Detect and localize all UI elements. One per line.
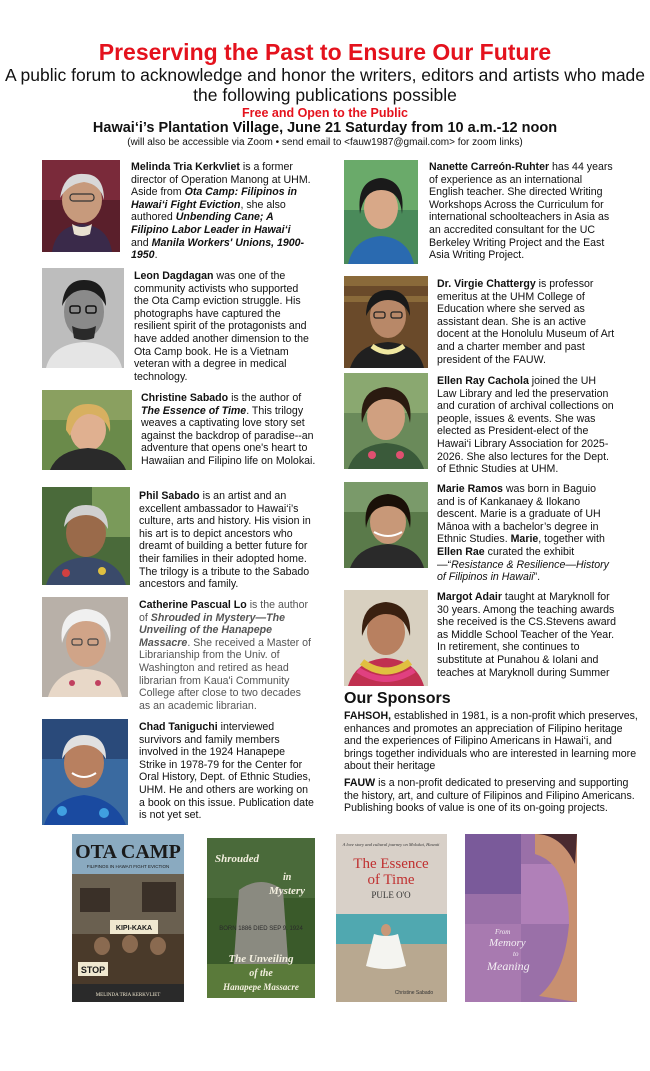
essence-title-1: The Essence: [353, 856, 429, 872]
sponsor-text: is a non-profit dedicated to preserving and supporting the history, art, and culture of Filipinos and Filipino Americans. Publishing books of value is one of its on-going projects.: [344, 777, 635, 815]
bio-text: was one of the community activists who supported the Ota Camp eviction struggle. His photographs have captured the resilient spirit of the protagonists and have added another dimension to the Ota Camp book. He is a Vietnam veteran with a degree in medical technology.: [134, 270, 309, 383]
ota-subtitle: FILIPINOS IN HAWAI'I FIGHT EVICTION: [86, 864, 170, 869]
melinda-photo: [42, 160, 120, 252]
venue-line: Hawai‘i’s Plantation Village, June 21 Saturday from 10 a.m.-12 noon: [92, 120, 558, 136]
sponsor-fahsoh: [344, 710, 639, 773]
ellen-photo: [344, 373, 428, 469]
sponsor-fauw: [344, 777, 639, 815]
bio-catherine: [139, 599, 314, 712]
bio-name: Marie Ramos: [437, 483, 503, 495]
ota-title: OTA CAMP: [75, 841, 181, 863]
bio-name: Melinda Tria Kerkvliet: [131, 161, 240, 173]
book-title: Manila Workers' Unions, 1900-1950: [131, 236, 305, 262]
marie-photo: [344, 482, 428, 568]
bio-melinda: [131, 161, 311, 262]
bio-text: joined the UH Law Library and led the preservation and curation of archival collections on people, issues & events. She was elected as President-elect of the Hawai‘i Library Association for 2025-2026. She also lectures for the Dept. of Ethnic Studies at UHM.: [437, 375, 614, 476]
bio-text: has 44 years of experience as an international English teacher. She directed Writing Workshops Across the Curriculum for international schoolteachers in Asia as an accredited consultant for the UC Berkeley Writing Project and the East Asia Writing Project.: [429, 161, 613, 262]
book-title: Ota Camp: Filipinos in Hawai‘i Fight Eviction: [131, 186, 297, 211]
bio-name: Chad Taniguchi: [139, 721, 218, 733]
shrouded-word-4: The Unveiling: [228, 953, 294, 965]
shrouded-stone: BORN 1886 DIED SEP 9. 1924: [219, 926, 303, 932]
book-cover-essence: [336, 834, 447, 1002]
bio-text: is an artist and an excellent ambassador to Hawai‘i’s culture, arts and history. His vision in his art is to depict ancestors who dreamt of building a better future for their families in their adopted home. The trilogy is a tribute to the Sabado ancestors and family.: [139, 490, 311, 591]
ota-sign-1: KIPI-KAKA: [115, 925, 153, 932]
bio-name: Christine Sabado: [141, 392, 229, 404]
virgie-photo: [344, 276, 428, 368]
bio-ellen: [437, 375, 617, 476]
bio-leon: [134, 270, 312, 383]
book-cover-ota-camp: [72, 834, 184, 1002]
bio-text: , she also authored: [131, 198, 286, 224]
bio-text: , together with: [538, 533, 605, 546]
nanette-photo: [344, 160, 418, 264]
bio-text: was born in Baguio and is of Kankanaey & Ilokano descent. Marie is a graduate of UH Mānoa with a bachelor’s degree in Ethnic Studies.: [437, 483, 601, 546]
bio-text: ”.: [533, 571, 541, 584]
shrouded-word-6: Hanapepe Massacre: [223, 982, 299, 992]
book-cover-shrouded: [203, 834, 319, 1002]
chad-photo: [42, 719, 128, 825]
book-title: Shrouded in Mystery—The Unveiling of the Hanapepe Massacre: [139, 611, 285, 649]
bio-name: Dr. Virgie Chattergy: [437, 278, 536, 290]
bio-text: is the author of: [228, 392, 302, 404]
book-cover-memory: [465, 834, 577, 1002]
sponsor-text: established in 1981, is a non-profit which preserves, enhances and promotes an appreciation of Filipino heritage and the experiences of Filipino Americans in Hawai‘i, and brings together individuals who are interested in learning more about their heritage: [344, 710, 638, 773]
bio-chad: [139, 721, 314, 822]
bio-text: . She received a Master of Librarianship from the Univ. of Washington and retired as head librarian from Kaua'i Community College after close to two decades as an academic librarian.: [139, 636, 311, 712]
shrouded-word-2: in: [283, 872, 292, 883]
bio-text: .: [154, 249, 158, 262]
book-title: Unbending Cane; A Filipino Labor Leader in Hawai‘i: [131, 211, 291, 236]
bio-phil: [139, 490, 314, 591]
phil-photo: [42, 487, 130, 585]
christine-photo: [42, 390, 132, 470]
bio-name: Leon Dagdagan: [134, 270, 214, 282]
shrouded-word-3: Mystery: [269, 885, 306, 897]
memory-word-3: to: [513, 950, 519, 958]
bio-name: Catherine Pascual Lo: [139, 599, 247, 611]
sponsors-title: Our Sponsors: [344, 690, 451, 707]
bio-text: is professor emeritus at the UHM College of Education where she served as assistant dean. She is an active docent at the Honolulu Museum of Art and a charter member and past president of the FAUW.: [437, 278, 615, 366]
bio-margot: [437, 591, 617, 679]
page-title: Preserving the Past to Ensure Our Future: [98, 39, 552, 65]
zoom-note: (will also be accessible via Zoom • send email to <fauw1987@gmail.com> for zoom links): [127, 137, 523, 148]
bio-name: Ellen Rae: [437, 545, 485, 558]
sponsor-name: FAUW: [344, 777, 376, 789]
bio-text: is the author of: [139, 599, 308, 624]
bio-name: Ellen Ray Cachola: [437, 375, 529, 387]
free-notice: Free and Open to the Public: [242, 106, 408, 120]
bio-name: Marie: [510, 533, 539, 546]
leon-photo: [42, 268, 124, 368]
ota-sign-2: STOP: [80, 965, 106, 975]
ota-author: MELINDA TRIA KERKVLIET: [95, 993, 161, 998]
bio-name: Phil Sabado: [139, 490, 200, 502]
bio-virgie: [437, 278, 615, 366]
sponsor-name: FAHSOH,: [344, 710, 392, 722]
bio-marie: [437, 483, 615, 584]
bio-name: Margot Adair: [437, 591, 502, 603]
shrouded-word-1: Shrouded: [215, 853, 260, 865]
book-title: The Essence of Time: [141, 404, 247, 417]
memory-word-1: From: [495, 928, 511, 936]
bio-text: interviewed survivors and family members involved in the 1924 Hanapepe Strike in 1978-79 for the Center for Oral History, Dept. of Ethnic Studies, UHM. He and others are working on a book on this issue. Publication date is not yet set.: [139, 721, 314, 822]
bio-christine: [141, 392, 316, 468]
margot-photo: [344, 590, 428, 686]
bio-text: is a former director of Operation Manong at UHM. Aside from: [131, 161, 311, 199]
bio-name: Nanette Carreón-Ruhter: [429, 161, 550, 173]
essence-tagline: A love story and cultural journey on Molokai, Hawaii: [342, 842, 440, 847]
essence-author: Christine Sabado: [394, 990, 434, 996]
essence-title-2: of Time: [367, 872, 415, 888]
memory-word-2: Memory: [489, 937, 526, 949]
subtitle-text: A public forum to acknowledge and honor the writers, editors and artists who made the following publications possible: [4, 65, 646, 105]
bio-nanette: [429, 161, 615, 262]
bio-text: curated the exhibit—“: [437, 545, 575, 571]
exhibit-title: Resistance & Resilience—History of Filipinos in Hawaii: [437, 558, 609, 584]
essence-sub: PULE O'O: [371, 890, 411, 900]
bio-text: and: [131, 236, 152, 249]
bio-text: taught at Maryknoll for 30 years. Among the teaching awards she received is the CS.Stevens award as Middle School Teacher of the Year. In retirement, she continues to substitute at Punahou & Iolani and teaches at Maryknoll during Summer: [437, 591, 617, 679]
catherine-photo: [42, 597, 128, 697]
page-subtitle: [0, 65, 650, 105]
memory-word-4: Meaning: [487, 959, 530, 973]
shrouded-word-5: of the: [249, 968, 273, 979]
bio-text: . This trilogy weaves a captivating love story set against the backdrop of paradise--an adventure that opens one's heart to Hawaiian and Filipino life on Molokai.: [141, 404, 316, 467]
